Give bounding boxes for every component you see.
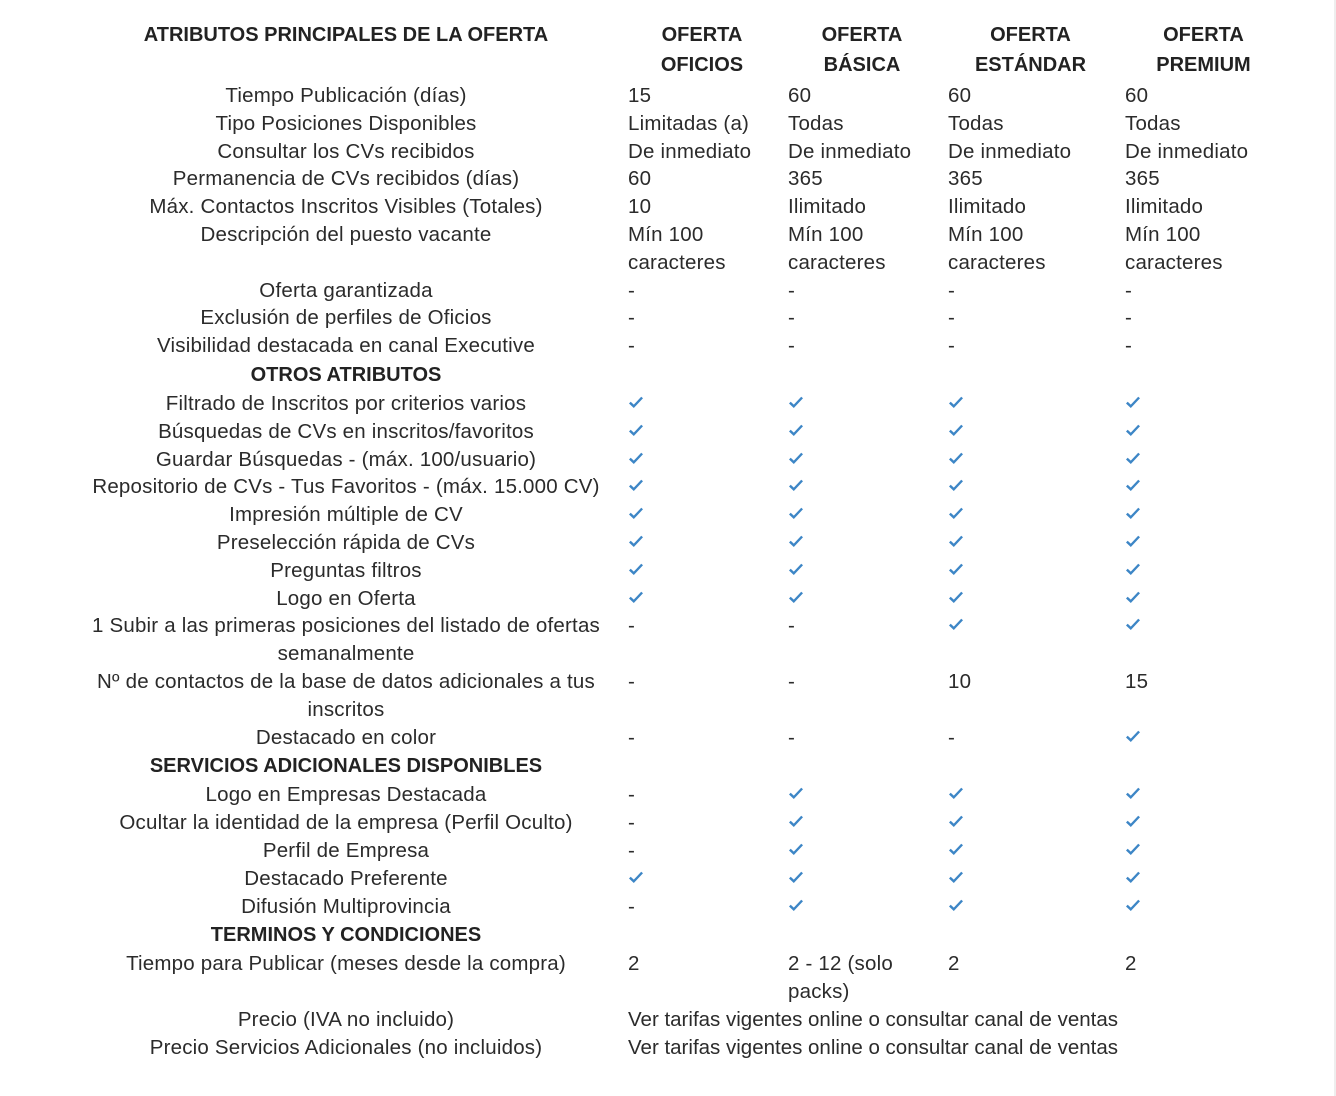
cell-value: De inmediato bbox=[948, 139, 1072, 163]
other-attribute-row bbox=[70, 612, 1288, 668]
cell-value: De inmediato bbox=[1125, 139, 1249, 163]
cell-value: - bbox=[628, 614, 636, 638]
check-icon bbox=[628, 871, 644, 885]
cell-check bbox=[1119, 837, 1288, 865]
check-icon bbox=[788, 452, 804, 466]
cell-value: De inmediato bbox=[628, 139, 752, 163]
check-icon bbox=[1125, 815, 1141, 829]
other-attribute-row bbox=[70, 585, 1288, 613]
additional-service-row bbox=[70, 865, 1288, 893]
cell-check bbox=[942, 473, 1119, 501]
row-label: 1 Subir a las primeras posiciones del listado de ofertas semanalmente bbox=[91, 614, 600, 666]
cell-value: - bbox=[788, 306, 796, 330]
cell-value: - bbox=[1125, 306, 1133, 330]
check-icon bbox=[628, 507, 644, 521]
empty-cell bbox=[622, 751, 782, 781]
check-icon bbox=[628, 591, 644, 605]
cell-value: - bbox=[948, 725, 956, 749]
check-icon bbox=[628, 396, 644, 410]
check-icon bbox=[948, 871, 964, 885]
cell-check bbox=[942, 893, 1119, 921]
section-heading: TERMINOS Y CONDICIONES bbox=[210, 924, 482, 947]
cell-check bbox=[782, 501, 942, 529]
offer-comparison-table bbox=[70, 20, 1288, 1062]
cell-value: Todas bbox=[1125, 111, 1181, 135]
cell-value: 10 bbox=[948, 669, 972, 693]
cell-check bbox=[782, 529, 942, 557]
empty-cell bbox=[942, 360, 1119, 390]
cell-check bbox=[782, 446, 942, 474]
row-label: Impresión múltiple de CV bbox=[229, 503, 463, 527]
other-attribute-row bbox=[70, 390, 1288, 418]
check-icon bbox=[788, 815, 804, 829]
row-label: Destacado Preferente bbox=[244, 866, 448, 890]
cell-value: 2 - 12 (solo packs) bbox=[788, 952, 893, 1004]
empty-cell bbox=[782, 920, 942, 950]
other-attribute-row bbox=[70, 446, 1288, 474]
cell-value: 15 bbox=[1125, 669, 1149, 693]
cell-check bbox=[622, 585, 782, 613]
cell-value: 2 bbox=[948, 952, 960, 976]
additional-service-row bbox=[70, 837, 1288, 865]
check-icon bbox=[788, 396, 804, 410]
empty-cell bbox=[942, 920, 1119, 950]
cell-value: 365 bbox=[1125, 167, 1160, 191]
row-label: Precio (IVA no incluido) bbox=[237, 1007, 455, 1031]
cell-value: - bbox=[1125, 334, 1133, 358]
cell-check bbox=[782, 418, 942, 446]
empty-cell bbox=[782, 751, 942, 781]
cell-check bbox=[782, 809, 942, 837]
check-icon bbox=[1125, 396, 1141, 410]
row-label: Tiempo para Publicar (meses desde la compra) bbox=[126, 952, 566, 976]
main-attribute-row bbox=[70, 138, 1288, 166]
cell-check bbox=[1119, 585, 1288, 613]
main-attribute-row bbox=[70, 221, 1288, 277]
check-icon bbox=[628, 535, 644, 549]
section-row bbox=[70, 751, 1288, 781]
cell-value: 60 bbox=[1125, 84, 1149, 107]
check-icon bbox=[948, 563, 964, 577]
check-icon bbox=[948, 507, 964, 521]
check-icon bbox=[1125, 591, 1141, 605]
cell-check bbox=[782, 781, 942, 809]
price-row bbox=[70, 1006, 1288, 1034]
cell-check bbox=[1119, 390, 1288, 418]
cell-value: - bbox=[788, 725, 796, 749]
cell-check bbox=[782, 473, 942, 501]
additional-service-row bbox=[70, 893, 1288, 921]
check-icon bbox=[1125, 871, 1141, 885]
empty-cell bbox=[782, 360, 942, 390]
check-icon bbox=[628, 563, 644, 577]
check-icon bbox=[1125, 730, 1141, 744]
row-label: Precio Servicios Adicionales (no incluidos) bbox=[149, 1035, 543, 1059]
cell-value: Mín 100 caracteres bbox=[788, 222, 886, 274]
check-icon bbox=[948, 899, 964, 913]
empty-cell bbox=[622, 920, 782, 950]
cell-check bbox=[1119, 809, 1288, 837]
cell-value: 2 bbox=[1125, 952, 1137, 976]
check-icon bbox=[1125, 452, 1141, 466]
cell-value: - bbox=[628, 669, 636, 693]
cell-value: - bbox=[948, 306, 956, 330]
cell-value: 365 bbox=[788, 167, 823, 191]
check-icon bbox=[788, 507, 804, 521]
cell-value: - bbox=[628, 783, 636, 807]
cell-value: Ilimitado bbox=[788, 195, 867, 219]
row-label: Nº de contactos de la base de datos adicionales a tus inscritos bbox=[97, 669, 595, 721]
check-icon bbox=[948, 787, 964, 801]
cell-value: 10 bbox=[628, 195, 652, 219]
check-icon bbox=[788, 899, 804, 913]
empty-cell bbox=[1119, 920, 1288, 950]
row-label: Destacado en color bbox=[255, 725, 437, 749]
row-label: Descripción del puesto vacante bbox=[200, 222, 492, 246]
cell-check bbox=[942, 837, 1119, 865]
cell-value: - bbox=[628, 811, 636, 835]
cell-check bbox=[782, 557, 942, 585]
cell-value: - bbox=[628, 894, 636, 918]
check-icon bbox=[948, 618, 964, 632]
cell-check bbox=[942, 446, 1119, 474]
cell-value: - bbox=[628, 306, 636, 330]
cell-check bbox=[1119, 446, 1288, 474]
check-icon bbox=[948, 479, 964, 493]
row-label: Guardar Búsquedas - (máx. 100/usuario) bbox=[155, 447, 537, 471]
check-icon bbox=[1125, 507, 1141, 521]
cell-value: - bbox=[948, 334, 956, 358]
cell-check bbox=[1119, 865, 1288, 893]
check-icon bbox=[628, 424, 644, 438]
check-icon bbox=[948, 535, 964, 549]
other-attribute-row bbox=[70, 473, 1288, 501]
section-row bbox=[70, 920, 1288, 950]
empty-cell bbox=[1119, 360, 1288, 390]
header-oferta-basica: OFERTA BÁSICA bbox=[821, 24, 903, 76]
check-icon bbox=[788, 563, 804, 577]
other-attribute-row bbox=[70, 557, 1288, 585]
header-oferta-premium: OFERTA PREMIUM bbox=[1156, 24, 1251, 76]
cell-check bbox=[622, 529, 782, 557]
cell-check bbox=[782, 390, 942, 418]
other-attribute-row bbox=[70, 529, 1288, 557]
section-heading: SERVICIOS ADICIONALES DISPONIBLES bbox=[149, 755, 543, 778]
row-label: Oferta garantizada bbox=[259, 278, 433, 302]
cell-check bbox=[782, 893, 942, 921]
cell-check bbox=[622, 501, 782, 529]
other-attribute-row bbox=[70, 668, 1288, 724]
main-attribute-row bbox=[70, 332, 1288, 360]
check-icon bbox=[628, 452, 644, 466]
cell-check bbox=[622, 557, 782, 585]
cell-value: Limitadas (a) bbox=[628, 111, 750, 135]
main-attribute-row bbox=[70, 304, 1288, 332]
additional-service-row bbox=[70, 781, 1288, 809]
cell-value: Todas bbox=[948, 111, 1004, 135]
check-icon bbox=[948, 424, 964, 438]
cell-check bbox=[1119, 501, 1288, 529]
cell-value: 60 bbox=[628, 167, 652, 191]
check-icon bbox=[788, 591, 804, 605]
cell-check bbox=[942, 557, 1119, 585]
main-attribute-row bbox=[70, 110, 1288, 138]
cell-value: Mín 100 caracteres bbox=[948, 222, 1046, 274]
cell-value: Ilimitado bbox=[1125, 195, 1204, 219]
cell-value: 15 bbox=[628, 84, 652, 107]
cell-check bbox=[622, 473, 782, 501]
cell-check bbox=[942, 585, 1119, 613]
row-label: Repositorio de CVs - Tus Favoritos - (máx. 15.000 CV) bbox=[92, 475, 600, 499]
check-icon bbox=[1125, 535, 1141, 549]
main-attribute-row bbox=[70, 277, 1288, 305]
row-label: Preselección rápida de CVs bbox=[216, 530, 476, 554]
cell-value: - bbox=[1125, 278, 1133, 302]
header-attributes: ATRIBUTOS PRINCIPALES DE LA OFERTA bbox=[143, 24, 549, 46]
check-icon bbox=[948, 815, 964, 829]
row-label: Ocultar la identidad de la empresa (Perfil Oculto) bbox=[119, 811, 573, 835]
terms-row bbox=[70, 950, 1288, 1006]
check-icon bbox=[628, 479, 644, 493]
cell-value: - bbox=[788, 334, 796, 358]
cell-value: - bbox=[948, 278, 956, 302]
cell-check bbox=[942, 781, 1119, 809]
cell-value: - bbox=[628, 838, 636, 862]
cell-check bbox=[942, 809, 1119, 837]
table-header-row bbox=[70, 20, 1288, 82]
header-oferta-oficios: OFERTA OFICIOS bbox=[660, 24, 744, 76]
check-icon bbox=[788, 787, 804, 801]
check-icon bbox=[1125, 618, 1141, 632]
cell-value: Todas bbox=[788, 111, 844, 135]
empty-cell bbox=[1119, 751, 1288, 781]
row-label: Visibilidad destacada en canal Executive bbox=[156, 334, 535, 358]
cell-value: 60 bbox=[948, 84, 972, 107]
cell-check bbox=[1119, 893, 1288, 921]
row-label: Búsquedas de CVs en inscritos/favoritos bbox=[158, 419, 534, 443]
row-label: Consultar los CVs recibidos bbox=[217, 139, 475, 163]
cell-check bbox=[942, 390, 1119, 418]
price-row bbox=[70, 1034, 1288, 1062]
row-label: Logo en Empresas Destacada bbox=[205, 783, 487, 807]
main-attribute-row bbox=[70, 82, 1288, 110]
cell-value: - bbox=[788, 614, 796, 638]
check-icon bbox=[1125, 843, 1141, 857]
main-attribute-row bbox=[70, 193, 1288, 221]
cell-value: 60 bbox=[788, 84, 812, 107]
other-attribute-row bbox=[70, 724, 1288, 752]
other-attribute-row bbox=[70, 501, 1288, 529]
cell-check bbox=[942, 612, 1119, 668]
cell-check bbox=[782, 585, 942, 613]
check-icon bbox=[1125, 563, 1141, 577]
cell-check bbox=[622, 418, 782, 446]
table-body bbox=[70, 82, 1288, 1062]
row-label: Tipo Posiciones Disponibles bbox=[215, 111, 477, 135]
row-label: Filtrado de Inscritos por criterios varios bbox=[165, 391, 527, 415]
check-icon bbox=[788, 424, 804, 438]
section-heading: OTROS ATRIBUTOS bbox=[250, 363, 442, 386]
check-icon bbox=[788, 871, 804, 885]
check-icon bbox=[1125, 787, 1141, 801]
row-label: Máx. Contactos Inscritos Visibles (Totales) bbox=[149, 195, 543, 219]
cell-check bbox=[1119, 781, 1288, 809]
cell-value: - bbox=[628, 278, 636, 302]
empty-cell bbox=[942, 751, 1119, 781]
cell-value: - bbox=[628, 334, 636, 358]
cell-value: 2 bbox=[628, 952, 640, 976]
cell-value: Ilimitado bbox=[948, 195, 1027, 219]
cell-check bbox=[1119, 557, 1288, 585]
check-icon bbox=[788, 843, 804, 857]
cell-check bbox=[622, 865, 782, 893]
check-icon bbox=[948, 452, 964, 466]
row-label: Permanencia de CVs recibidos (días) bbox=[172, 167, 520, 191]
additional-service-row bbox=[70, 809, 1288, 837]
check-icon bbox=[1125, 424, 1141, 438]
cell-check bbox=[942, 418, 1119, 446]
cell-check bbox=[942, 529, 1119, 557]
check-icon bbox=[948, 396, 964, 410]
cell-value: Mín 100 caracteres bbox=[1125, 222, 1223, 274]
cell-value: 365 bbox=[948, 167, 983, 191]
check-icon bbox=[1125, 899, 1141, 913]
cell-check bbox=[942, 865, 1119, 893]
row-label: Logo en Oferta bbox=[276, 586, 416, 610]
cell-check bbox=[942, 501, 1119, 529]
row-label: Tiempo Publicación (días) bbox=[225, 84, 467, 107]
cell-check bbox=[1119, 724, 1288, 752]
cell-value: - bbox=[788, 669, 796, 693]
check-icon bbox=[948, 843, 964, 857]
cell-check bbox=[622, 446, 782, 474]
check-icon bbox=[948, 591, 964, 605]
other-attribute-row bbox=[70, 418, 1288, 446]
section-row bbox=[70, 360, 1288, 390]
main-attribute-row bbox=[70, 165, 1288, 193]
cell-check bbox=[1119, 612, 1288, 668]
cell-check bbox=[782, 837, 942, 865]
row-label: Perfil de Empresa bbox=[262, 838, 430, 862]
check-icon bbox=[788, 535, 804, 549]
cell-value: - bbox=[628, 725, 636, 749]
cell-value: Mín 100 caracteres bbox=[628, 222, 726, 274]
cell-value: De inmediato bbox=[788, 139, 912, 163]
header-oferta-estandar: OFERTA ESTÁNDAR bbox=[974, 24, 1087, 76]
row-label: Preguntas filtros bbox=[270, 558, 422, 582]
check-icon bbox=[1125, 479, 1141, 493]
cell-check bbox=[622, 390, 782, 418]
row-label: Exclusión de perfiles de Oficios bbox=[200, 306, 492, 330]
empty-cell bbox=[622, 360, 782, 390]
price-value: Ver tarifas vigentes online o consultar canal de ventas bbox=[628, 1007, 1119, 1031]
check-icon bbox=[788, 479, 804, 493]
cell-check bbox=[1119, 418, 1288, 446]
cell-check bbox=[782, 865, 942, 893]
row-label: Difusión Multiprovincia bbox=[241, 894, 451, 918]
cell-check bbox=[1119, 529, 1288, 557]
cell-check bbox=[1119, 473, 1288, 501]
cell-value: - bbox=[788, 278, 796, 302]
price-value: Ver tarifas vigentes online o consultar canal de ventas bbox=[628, 1035, 1119, 1059]
